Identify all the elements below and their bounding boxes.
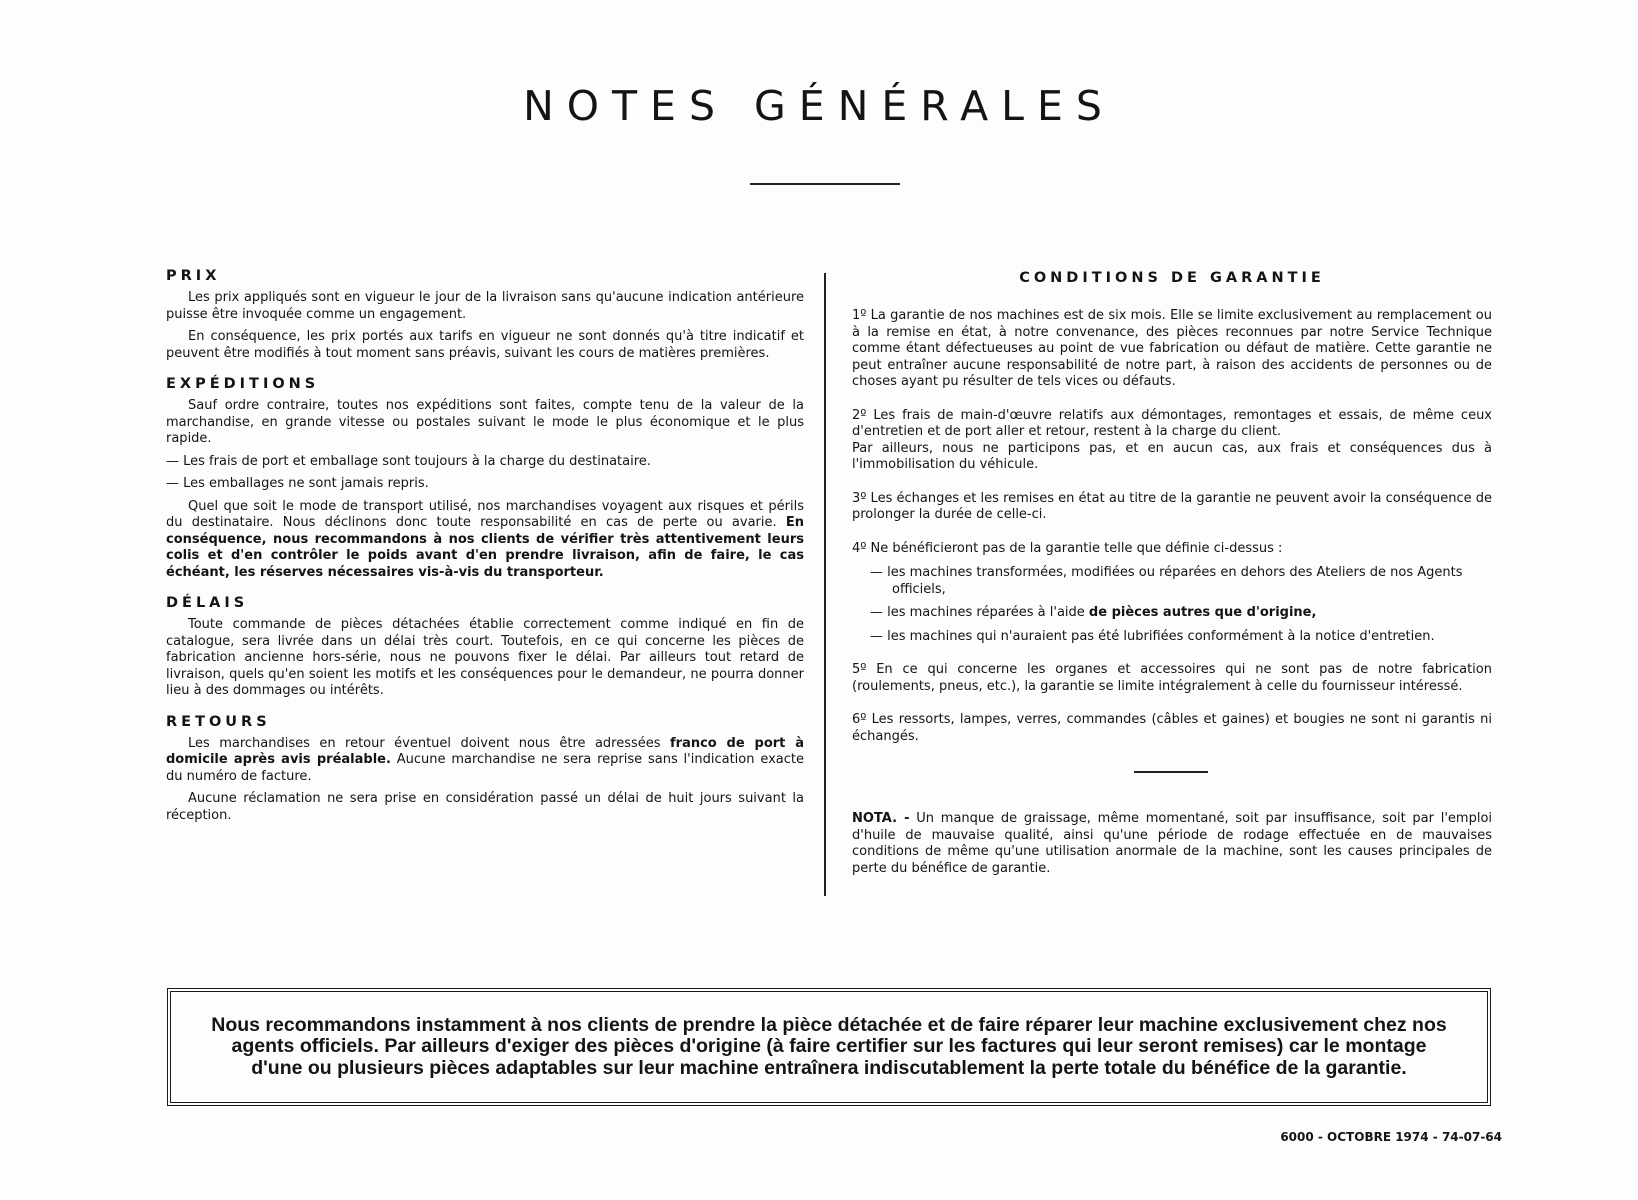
expeditions-dash-2: — Les emballages ne sont jamais repris. bbox=[166, 476, 429, 491]
garantie-condition-2-text: 2º Les frais de main-d'œuvre relatifs aux démontages, remontages et essais, de même ceux d'entretien et de port aller et retour, restent à la charge du client. bbox=[852, 407, 1492, 439]
expeditions-paragraph-2 bbox=[166, 499, 804, 582]
garantie-condition-4-item-2 bbox=[852, 605, 1492, 622]
column-divider bbox=[824, 273, 826, 896]
expeditions-paragraph-1: Sauf ordre contraire, toutes nos expéditions sont faites, compte tenu de la valeur de la marchandise, en grande vitesse ou postales suivant le mode le plus économique et le plus rapide. bbox=[166, 398, 804, 446]
prix-paragraph-1: Les prix appliqués sont en vigueur le jour de la livraison sans qu'aucune indication antérieure puisse être invoquée comme un engagement. bbox=[166, 290, 804, 322]
retours-paragraph-2: Aucune réclamation ne sera prise en considération passé un délai de huit jours suivant la réception. bbox=[166, 791, 804, 823]
section-title-delais: DÉLAIS bbox=[166, 595, 249, 611]
garantie-condition-2 bbox=[852, 408, 1492, 474]
garantie-condition-4-item-2-text: — les machines réparées à l'aide bbox=[870, 605, 1085, 620]
garantie-condition-6: 6º Les ressorts, lampes, verres, commandes (câbles et gaines) et bougies ne sont ni garantis ni échangés. bbox=[852, 712, 1492, 744]
section-title-garantie: CONDITIONS DE GARANTIE bbox=[1019, 270, 1325, 286]
section-title-retours: RETOURS bbox=[166, 713, 271, 730]
garantie-divider bbox=[1134, 771, 1208, 773]
retours-paragraph-1-text-b: Aucune marchandise ne sera reprise sans l'indication exacte du numéro de facture. bbox=[166, 752, 804, 784]
garantie-condition-4-item-3: — les machines qui n'auraient pas été lubrifiées conformément à la notice d'entretien. bbox=[870, 628, 1435, 644]
notice-box bbox=[167, 988, 1491, 1106]
garantie-condition-5: 5º En ce qui concerne les organes et accessoires qui ne sont pas de notre fabrication (roulements, pneus, etc.), la garantie se limite intégralement à celle du fournisseur intéressé. bbox=[852, 662, 1492, 694]
expeditions-paragraph-2-bold: En conséquence, nous recommandons à nos clients de vérifier très attentivement leurs colis et d'en contrôler le poids avant d'en prendre livraison, afin de faire, le cas échéant, les réserves nécessaires vis-à-vis du transporteur. bbox=[166, 515, 804, 580]
notice-text: Nous recommandons instamment à nos clients de prendre la pièce détachée et de faire réparer leur machine exclusivement chez nos agents officiels. Par ailleurs d'exiger des pièces d'origine (à faire certifier sur les factures qui leur seront remises) car le montage d'une ou plusieurs pièces adaptables sur leur machine entraînera indiscutablement la perte totale du bénéfice de la garantie. bbox=[211, 1013, 1447, 1079]
page-title: NOTES GÉNÉRALES bbox=[523, 82, 1115, 130]
nota-paragraph bbox=[852, 811, 1492, 877]
retours-paragraph-1 bbox=[166, 736, 804, 786]
footer-reference: 6000 - OCTOBRE 1974 - 74-07-64 bbox=[1280, 1130, 1502, 1144]
title-divider bbox=[750, 183, 900, 185]
retours-paragraph-1-text-a: Les marchandises en retour éventuel doivent nous être adressées bbox=[188, 735, 661, 751]
garantie-condition-4-item-2-bold: de pièces autres que d'origine, bbox=[1088, 605, 1317, 620]
prix-paragraph-2: En conséquence, les prix portés aux tarifs en vigueur ne sont donnés qu'à titre indicatif et peuvent être modifiés à tout moment sans préavis, suivant les cours de matières premières. bbox=[166, 329, 804, 361]
right-column bbox=[852, 270, 1492, 877]
left-column bbox=[166, 268, 804, 830]
garantie-condition-4-item-1: — les machines transformées, modifiées ou réparées en dehors des Ateliers de nos Agents officiels, bbox=[870, 565, 1463, 597]
section-title-expeditions: EXPÉDITIONS bbox=[166, 376, 320, 392]
nota-label: NOTA. - bbox=[852, 811, 910, 826]
retours-paragraph-1-bold: franco de port à domicile après avis préalable. bbox=[166, 735, 804, 767]
garantie-condition-3: 3º Les échanges et les remises en état au titre de la garantie ne peuvent avoir la conséquence de prolonger la durée de celle-ci. bbox=[852, 490, 1492, 522]
garantie-condition-1: 1º La garantie de nos machines est de six mois. Elle se limite exclusivement au remplacement ou à la remise en état, à notre convenance, des pièces reconnues par notre Service Technique comme étant défectueuses au point de vue fabrication ou défaut de matière. Cette garantie ne peut entraîner aucune responsabilité de notre part, à raison des accidents de personnes ou de choses ayant pu résulter de tels vices ou défauts. bbox=[852, 308, 1492, 389]
garantie-condition-2-text-b: Par ailleurs, nous ne participons pas, et en aucun cas, aux frais et conséquences dus à l'immobilisation du véhicule. bbox=[852, 440, 1492, 472]
nota-text: Un manque de graissage, même momentané, soit par insuffisance, soit par l'emploi d'huile de mauvaise qualité, ainsi qu'une période de rodage effectuée en de mauvaises conditions de même qu'une utilisation anormale de la machine, sont les causes principales de perte du bénéfice de garantie. bbox=[852, 811, 1493, 876]
section-title-prix: PRIX bbox=[166, 268, 221, 284]
expeditions-dash-1: — Les frais de port et emballage sont toujours à la charge du destinataire. bbox=[166, 453, 651, 469]
expeditions-paragraph-2-text: Quel que soit le mode de transport utilisé, nos marchandises voyagent aux risques et périls du destinataire. Nous déclinons donc toute responsabilité en cas de perte ou avarie. bbox=[166, 498, 804, 530]
garantie-condition-4: 4º Ne bénéficieront pas de la garantie telle que définie ci-dessus : bbox=[852, 540, 1283, 556]
delais-paragraph-1: Toute commande de pièces détachées établie correctement comme indiqué en fin de catalogue, sera livrée dans un délai très court. Toutefois, en ce qui concerne les pièces de fabrication ancienne hors-série, nous ne pouvons fixer le délai. Par ailleurs tout retard de livraison, quels qu'en soient les motifs et les conséquences pour le demandeur, ne pourra donner lieu à des dommages ou intérêts. bbox=[166, 617, 804, 698]
